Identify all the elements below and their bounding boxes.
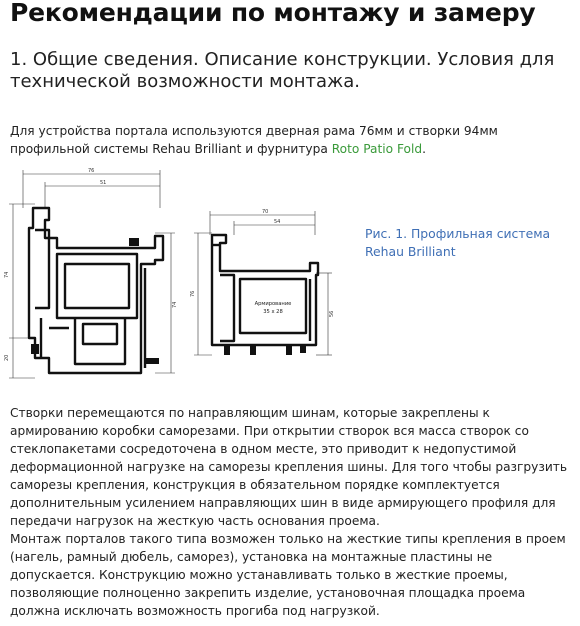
reinforcement-size: 35 x 28 xyxy=(263,309,283,315)
sash-dim-side-inner: 56 xyxy=(329,310,335,317)
dim-side-inner: 74 xyxy=(172,301,178,308)
body-paragraph-2: Монтаж порталов такого типа возможен только на жесткие типы крепления в проем (нагель, рамный дюбель, саморез), установка на монтажные пластины не допускается. Конструкцию можно устанавливать только в жесткие проемы, позволяющие полноценно закрепить изделие, установочная площадка проема должна исключать возможность прогиба под нагрузкой. xyxy=(10,532,566,618)
intro-paragraph xyxy=(10,122,575,158)
sash-dim-top-outer: 70 xyxy=(262,209,269,215)
section-title: 1. Общие сведения. Описание конструкции. Условия для технической возможности монтажа. xyxy=(10,49,555,92)
intro-text-end: . xyxy=(422,142,426,156)
sash-dim-top-inner: 54 xyxy=(274,219,281,225)
page-title: Рекомендации по монтажу и замеру xyxy=(10,0,536,27)
sash-dim-side-total: 76 xyxy=(190,290,196,297)
dim-top-inner: 51 xyxy=(100,180,107,186)
dim-top-outer: 76 xyxy=(88,168,95,174)
intro-text: Для устройства портала используются дверная рама 76мм и створки 94мм профильной системы Rehau Brilliant и фурнитура xyxy=(10,124,498,156)
dim-bottom: 20 xyxy=(4,354,10,361)
reinforcement-label: Армирование xyxy=(254,301,292,307)
roto-patio-fold-link[interactable]: Roto Patio Fold xyxy=(331,142,423,156)
door-frame-profile-drawing xyxy=(5,168,180,384)
figure-caption: Рис. 1. Профильная система Rehau Brilliant xyxy=(365,226,551,259)
dim-side-total: 74 xyxy=(4,271,10,278)
body-paragraph-1: Створки перемещаются по направляющим шинам, которые закреплены к армированию коробки саморезами. При открытии створок вся масса створок со стеклопакетами сосредоточена в одном месте, это приводит к недопустимой деформационной нагрузке на саморезы крепления шины. Для того чтобы разгрузить саморезы крепления, конструкция в обязательном порядке комплектуется дополнительным усилением направляющих шин в виде армирующего профиля для передачи нагрузок на жесткую часть основания проема. xyxy=(10,406,568,528)
sash-profile-drawing xyxy=(190,205,335,363)
